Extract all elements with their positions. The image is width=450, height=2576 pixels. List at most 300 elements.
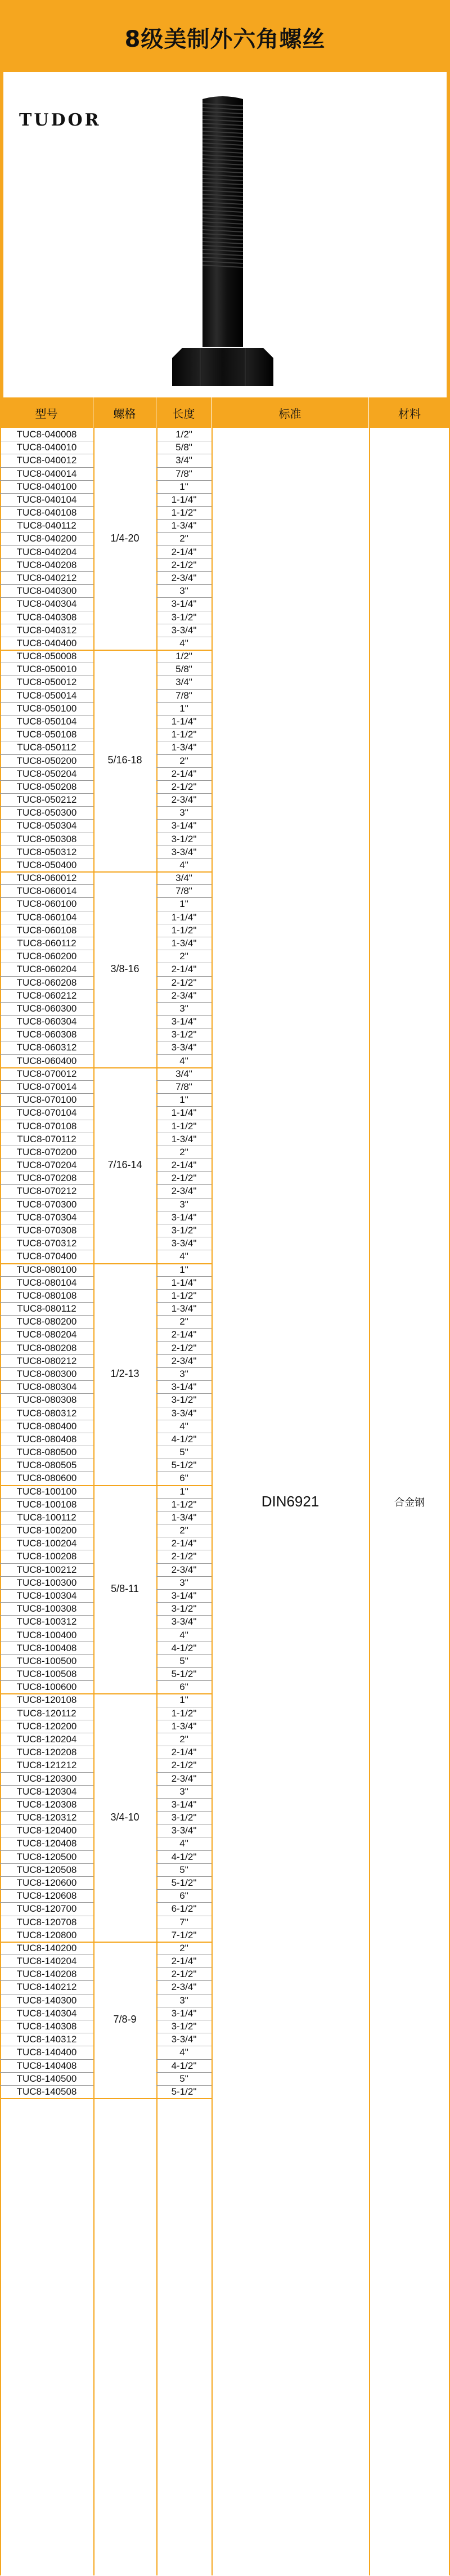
model-cell: TUC8-080200: [16, 1316, 77, 1327]
row-divider: [156, 1080, 212, 1081]
length-cell: 7/8": [176, 886, 192, 897]
length-cell: 2": [179, 1734, 188, 1745]
model-cell: TUC8-050008: [16, 651, 77, 662]
row-divider: [156, 1576, 212, 1577]
model-cell: TUC8-100112: [17, 1511, 76, 1523]
row-divider: [0, 1589, 93, 1590]
row-divider: [156, 532, 212, 533]
length-cell: 1-3/4": [171, 1133, 197, 1144]
length-cell: 3-1/4": [171, 1590, 197, 1602]
row-divider: [156, 1498, 212, 1499]
brand-logo: TUDOR: [19, 110, 101, 130]
length-cell: 2-1/4": [171, 1747, 197, 1758]
model-cell: TUC8-100100: [16, 1486, 77, 1497]
row-divider: [0, 1341, 93, 1342]
length-cell: 4": [179, 1055, 188, 1066]
row-divider: [156, 702, 212, 703]
row-divider: [0, 1967, 93, 1968]
model-cell: TUC8-070208: [16, 1173, 77, 1184]
length-cell: 5/8": [176, 442, 192, 453]
length-cell: 2-3/4": [171, 1186, 197, 1197]
length-cell: 2": [179, 1525, 188, 1536]
model-cell: TUC8-100208: [16, 1551, 77, 1562]
length-cell: 3-1/2": [171, 1394, 197, 1406]
length-cell: 1-1/4": [171, 1107, 197, 1119]
model-cell: TUC8-050100: [16, 703, 77, 714]
row-divider: [0, 1002, 93, 1003]
row-divider: [156, 506, 212, 507]
model-cell: TUC8-060204: [16, 964, 77, 975]
row-divider: [156, 519, 212, 520]
length-cell: 2": [179, 533, 188, 544]
length-cell: 1-3/4": [171, 742, 197, 753]
length-cell: 3-1/2": [171, 1224, 197, 1236]
row-divider: [0, 897, 93, 898]
row-divider: [156, 1902, 212, 1903]
row-divider: [0, 1354, 93, 1355]
row-divider: [0, 1498, 93, 1499]
col-header-standard: 标准: [212, 397, 369, 428]
row-divider: [156, 1889, 212, 1890]
row-divider: [0, 1276, 93, 1277]
length-cell: 1-1/2": [171, 1707, 197, 1719]
model-cell: TUC8-040212: [16, 572, 77, 583]
model-cell: TUC8-040200: [16, 533, 77, 544]
pitch-cell: 5/8-11: [111, 1583, 139, 1595]
model-cell: TUC8-040308: [16, 611, 77, 623]
left-border: [0, 72, 3, 397]
row-divider: [0, 754, 93, 755]
row-divider: [156, 480, 212, 481]
row-divider: [0, 532, 93, 533]
col-header-material: 材料: [398, 408, 421, 421]
length-cell: 3": [179, 585, 188, 597]
row-divider: [156, 858, 212, 859]
pitch-cell: 1/4-20: [110, 533, 140, 544]
column-divider: [212, 428, 213, 2575]
length-cell: 3": [179, 1368, 188, 1379]
model-cell: TUC8-060400: [16, 1055, 77, 1066]
row-divider: [156, 1015, 212, 1016]
row-divider: [0, 519, 93, 520]
row-divider: [156, 584, 212, 585]
model-cell: TUC8-060200: [16, 951, 77, 962]
row-divider: [0, 1785, 93, 1786]
length-cell: 1-3/4": [171, 1511, 197, 1523]
group-divider: [0, 2098, 212, 2099]
row-divider: [156, 989, 212, 990]
model-cell: TUC8-060304: [16, 1016, 77, 1027]
row-divider: [0, 584, 93, 585]
length-cell: 3-1/2": [171, 1812, 197, 1823]
model-cell: TUC8-120500: [16, 1851, 77, 1862]
row-divider: [0, 571, 93, 572]
row-divider: [156, 1380, 212, 1381]
length-cell: 3-3/4": [171, 846, 197, 857]
length-cell: 3-1/4": [171, 1211, 197, 1223]
length-cell: 6": [179, 1890, 188, 1902]
row-divider: [156, 1328, 212, 1329]
model-cell: TUC8-140508: [16, 2086, 77, 2097]
row-divider: [0, 1080, 93, 1081]
row-divider: [156, 558, 212, 559]
pitch-cell: 1/2-13: [110, 1367, 140, 1379]
model-cell: TUC8-050300: [16, 807, 77, 819]
row-divider: [156, 754, 212, 755]
row-divider: [0, 1876, 93, 1877]
model-cell: TUC8-040104: [16, 494, 77, 505]
length-cell: 5-1/2": [171, 1669, 197, 1680]
length-cell: 2-1/2": [171, 1760, 197, 1771]
row-divider: [156, 1341, 212, 1342]
length-cell: 3": [179, 1994, 188, 2006]
model-cell: TUC8-040400: [16, 637, 77, 649]
model-cell: TUC8-120200: [16, 1720, 77, 1732]
row-divider: [0, 989, 93, 990]
row-divider: [156, 597, 212, 598]
row-divider: [0, 1902, 93, 1903]
row-divider: [156, 1315, 212, 1316]
length-cell: 1-1/2": [171, 507, 197, 518]
model-cell: TUC8-050400: [16, 859, 77, 870]
row-divider: [0, 1302, 93, 1303]
row-divider: [0, 1772, 93, 1773]
model-cell: TUC8-050212: [16, 794, 77, 806]
row-divider: [156, 1289, 212, 1290]
row-divider: [0, 1602, 93, 1603]
length-cell: 5": [179, 2073, 188, 2084]
length-cell: 2-1/4": [171, 768, 197, 779]
model-cell: TUC8-080400: [16, 1420, 77, 1432]
row-divider: [156, 493, 212, 494]
length-cell: 5-1/2": [171, 1460, 197, 1471]
row-divider: [156, 1680, 212, 1681]
model-cell: TUC8-100308: [16, 1603, 77, 1615]
model-cell: TUC8-100500: [16, 1655, 77, 1666]
model-cell: TUC8-120408: [16, 1838, 77, 1849]
length-cell: 1-1/4": [171, 494, 197, 505]
row-divider: [156, 1667, 212, 1668]
model-cell: TUC8-080112: [17, 1303, 76, 1314]
length-cell: 7/8": [176, 468, 192, 479]
model-cell: TUC8-100304: [16, 1590, 77, 1602]
model-cell: TUC8-120208: [16, 1747, 77, 1758]
row-divider: [0, 545, 93, 546]
row-divider: [0, 597, 93, 598]
row-divider: [0, 1889, 93, 1890]
length-cell: 1": [179, 1264, 188, 1275]
row-divider: [0, 1980, 93, 1981]
length-cell: 1-1/2": [171, 1290, 197, 1301]
col-header-pitch: 螺格: [93, 397, 156, 428]
model-cell: TUC8-140408: [16, 2060, 77, 2071]
model-cell: TUC8-050112: [17, 742, 76, 753]
model-cell: TUC8-080300: [16, 1368, 77, 1379]
length-cell: 2-3/4": [171, 1564, 197, 1575]
length-cell: 3-1/4": [171, 1799, 197, 1810]
length-cell: 3/4": [176, 873, 192, 884]
row-divider: [0, 1184, 93, 1185]
length-cell: 1-3/4": [171, 1303, 197, 1314]
row-divider: [0, 2085, 93, 2086]
length-cell: 3-3/4": [171, 1825, 197, 1836]
model-cell: TUC8-040208: [16, 559, 77, 570]
length-cell: 3-3/4": [171, 624, 197, 636]
model-cell: TUC8-080505: [16, 1460, 77, 1471]
length-cell: 1-3/4": [171, 520, 197, 531]
length-cell: 2-3/4": [171, 1773, 197, 1784]
model-cell: TUC8-050208: [16, 781, 77, 792]
row-divider: [0, 1380, 93, 1381]
row-divider: [156, 1367, 212, 1368]
model-cell: TUC8-120308: [16, 1799, 77, 1810]
row-divider: [156, 1093, 212, 1094]
model-cell: TUC8-100108: [16, 1499, 77, 1510]
length-cell: 2-1/2": [171, 1342, 197, 1353]
column-divider: [369, 428, 370, 2575]
col-header-model: 型号: [0, 397, 93, 428]
length-cell: 3-1/2": [171, 2020, 197, 2032]
model-cell: TUC8-060104: [16, 911, 77, 923]
length-cell: 7/8": [176, 1081, 192, 1092]
row-divider: [156, 806, 212, 807]
model-cell: TUC8-120708: [16, 1916, 77, 1927]
table-body: [0, 428, 450, 2575]
model-cell: TUC8-121212: [16, 1760, 77, 1771]
row-divider: [156, 2072, 212, 2073]
row-divider: [156, 1798, 212, 1799]
length-cell: 3": [179, 1786, 188, 1797]
model-cell: TUC8-120400: [16, 1825, 77, 1836]
row-divider: [0, 1393, 93, 1394]
length-cell: 4": [179, 2047, 188, 2058]
row-divider: [156, 767, 212, 768]
length-cell: 2-1/4": [171, 1956, 197, 1967]
model-cell: TUC8-120608: [16, 1890, 77, 1902]
length-cell: 3/4": [176, 455, 192, 466]
model-cell: TUC8-120112: [17, 1707, 76, 1719]
model-cell: TUC8-060312: [16, 1042, 77, 1053]
model-cell: TUC8-080100: [16, 1264, 77, 1275]
row-divider: [156, 819, 212, 820]
row-divider: [156, 1980, 212, 1981]
model-cell: TUC8-050010: [16, 664, 77, 675]
length-cell: 1": [179, 703, 188, 714]
length-cell: 1-1/2": [171, 924, 197, 936]
row-divider: [0, 793, 93, 794]
model-cell: TUC8-070212: [16, 1186, 77, 1197]
length-cell: 3-1/2": [171, 833, 197, 844]
length-cell: 2-1/4": [171, 964, 197, 975]
length-cell: 5": [179, 1447, 188, 1458]
model-cell: TUC8-080312: [16, 1407, 77, 1419]
row-divider: [156, 2059, 212, 2060]
model-cell: TUC8-120312: [16, 1812, 77, 1823]
model-cell: TUC8-140312: [16, 2034, 77, 2045]
row-divider: [0, 1054, 93, 1055]
length-cell: 7": [179, 1916, 188, 1927]
model-cell: TUC8-060208: [16, 977, 77, 988]
row-divider: [156, 1785, 212, 1786]
length-cell: 4": [179, 1251, 188, 1262]
model-cell: TUC8-070014: [16, 1081, 77, 1092]
model-cell: TUC8-050308: [16, 833, 77, 844]
model-cell: TUC8-140212: [16, 1982, 77, 1993]
length-cell: 3-1/4": [171, 1381, 197, 1393]
model-cell: TUC8-050014: [16, 690, 77, 701]
length-cell: 5/8": [176, 664, 192, 675]
model-cell: TUC8-040312: [16, 624, 77, 636]
length-cell: 4": [179, 637, 188, 649]
length-cell: 2-3/4": [171, 990, 197, 1001]
page-title: 8级美制外六角螺丝: [124, 26, 326, 52]
row-divider: [0, 1654, 93, 1655]
model-cell: TUC8-040010: [16, 442, 77, 453]
row-divider: [0, 689, 93, 690]
row-divider: [156, 1654, 212, 1655]
row-divider: [156, 1967, 212, 1968]
length-cell: 1-1/2": [171, 729, 197, 740]
row-divider: [0, 1811, 93, 1812]
row-divider: [156, 467, 212, 468]
length-cell: 1": [179, 1486, 188, 1497]
row-divider: [156, 545, 212, 546]
length-cell: 3-1/2": [171, 1029, 197, 1040]
model-cell: TUC8-040008: [16, 429, 77, 440]
model-cell: TUC8-100204: [16, 1538, 77, 1549]
product-image-panel: [0, 72, 450, 397]
row-divider: [0, 976, 93, 977]
model-cell: TUC8-060012: [16, 873, 77, 884]
length-cell: 3-3/4": [171, 1407, 197, 1419]
model-cell: TUC8-070012: [16, 1068, 77, 1079]
row-divider: [0, 1863, 93, 1864]
row-divider: [156, 689, 212, 690]
right-border: [447, 72, 450, 397]
model-cell: TUC8-040100: [16, 481, 77, 492]
length-cell: 4": [179, 1629, 188, 1640]
length-cell: 2-1/4": [171, 1329, 197, 1340]
model-cell: TUC8-070304: [16, 1211, 77, 1223]
length-cell: 2-3/4": [171, 1355, 197, 1366]
model-cell: TUC8-050108: [16, 729, 77, 740]
length-cell: 3-1/4": [171, 598, 197, 610]
model-cell: TUC8-140300: [16, 1994, 77, 2006]
model-cell: TUC8-070108: [16, 1120, 77, 1132]
row-divider: [156, 1863, 212, 1864]
model-cell: TUC8-140400: [16, 2047, 77, 2058]
model-cell: TUC8-120304: [16, 1786, 77, 1797]
material-cell: 合金钢: [394, 1496, 425, 1508]
length-cell: 3-1/4": [171, 1016, 197, 1027]
length-cell: 4-1/2": [171, 1851, 197, 1862]
length-cell: 3": [179, 1198, 188, 1210]
model-cell: TUC8-140500: [16, 2073, 77, 2084]
model-cell: TUC8-120600: [16, 1877, 77, 1888]
model-cell: TUC8-060308: [16, 1029, 77, 1040]
length-cell: 4-1/2": [171, 1433, 197, 1444]
row-divider: [0, 702, 93, 703]
length-cell: 1-1/4": [171, 715, 197, 727]
row-divider: [0, 1798, 93, 1799]
length-cell: 2": [179, 1316, 188, 1327]
length-cell: 3-3/4": [171, 1238, 197, 1249]
length-cell: 2-1/4": [171, 546, 197, 557]
length-cell: 5-1/2": [171, 1877, 197, 1888]
length-cell: 4-1/2": [171, 2060, 197, 2071]
pitch-cell: 7/16-14: [107, 1159, 142, 1170]
row-divider: [156, 1772, 212, 1773]
model-cell: TUC8-080208: [16, 1342, 77, 1353]
length-cell: 5": [179, 1655, 188, 1666]
length-cell: 3-1/2": [171, 1603, 197, 1615]
model-cell: TUC8-070112: [17, 1133, 76, 1144]
length-cell: 3-1/4": [171, 820, 197, 831]
length-cell: 2-1/2": [171, 781, 197, 792]
row-divider: [156, 1850, 212, 1851]
row-divider: [156, 1563, 212, 1564]
model-cell: TUC8-120204: [16, 1734, 77, 1745]
row-divider: [156, 1354, 212, 1355]
pitch-cell: 3/8-16: [110, 963, 140, 974]
model-cell: TUC8-140200: [16, 1942, 77, 1953]
model-cell: TUC8-050012: [16, 677, 77, 688]
length-cell: 2-1/2": [171, 977, 197, 988]
model-cell: TUC8-140204: [16, 1956, 77, 1967]
length-cell: 2": [179, 755, 188, 766]
length-cell: 2-1/2": [171, 1173, 197, 1184]
length-cell: 1-1/4": [171, 911, 197, 923]
model-cell: TUC8-100600: [16, 1681, 77, 1693]
pitch-cell: 5/16-18: [107, 754, 142, 766]
row-divider: [156, 884, 212, 885]
model-cell: TUC8-080308: [16, 1394, 77, 1406]
row-divider: [0, 806, 93, 807]
row-divider: [0, 1680, 93, 1681]
model-cell: TUC8-120508: [16, 1864, 77, 1875]
model-cell: TUC8-100312: [16, 1616, 77, 1627]
length-cell: 1": [179, 1694, 188, 1706]
length-cell: 2-1/4": [171, 1160, 197, 1171]
row-divider: [0, 1328, 93, 1329]
length-cell: 1-1/2": [171, 1499, 197, 1510]
row-divider: [156, 1171, 212, 1172]
row-divider: [0, 1850, 93, 1851]
model-cell: TUC8-120800: [16, 1929, 77, 1940]
row-divider: [0, 819, 93, 820]
length-cell: 3-1/4": [171, 2007, 197, 2019]
length-cell: 3/4": [176, 677, 192, 688]
row-divider: [156, 571, 212, 572]
model-cell: TUC8-060300: [16, 1003, 77, 1014]
row-divider: [156, 780, 212, 781]
length-cell: 2": [179, 951, 188, 962]
spec-table: [0, 397, 450, 2575]
row-divider: [0, 1563, 93, 1564]
row-divider: [156, 976, 212, 977]
row-divider: [156, 1876, 212, 1877]
column-divider: [93, 428, 94, 2575]
row-divider: [0, 1576, 93, 1577]
model-cell: TUC8-120108: [16, 1694, 77, 1706]
model-cell: TUC8-100300: [16, 1577, 77, 1588]
model-cell: TUC8-040108: [16, 507, 77, 518]
pitch-cell: 7/8-9: [113, 2013, 137, 2025]
row-divider: [156, 897, 212, 898]
model-cell: TUC8-040204: [16, 546, 77, 557]
row-divider: [156, 1589, 212, 1590]
row-divider: [156, 793, 212, 794]
